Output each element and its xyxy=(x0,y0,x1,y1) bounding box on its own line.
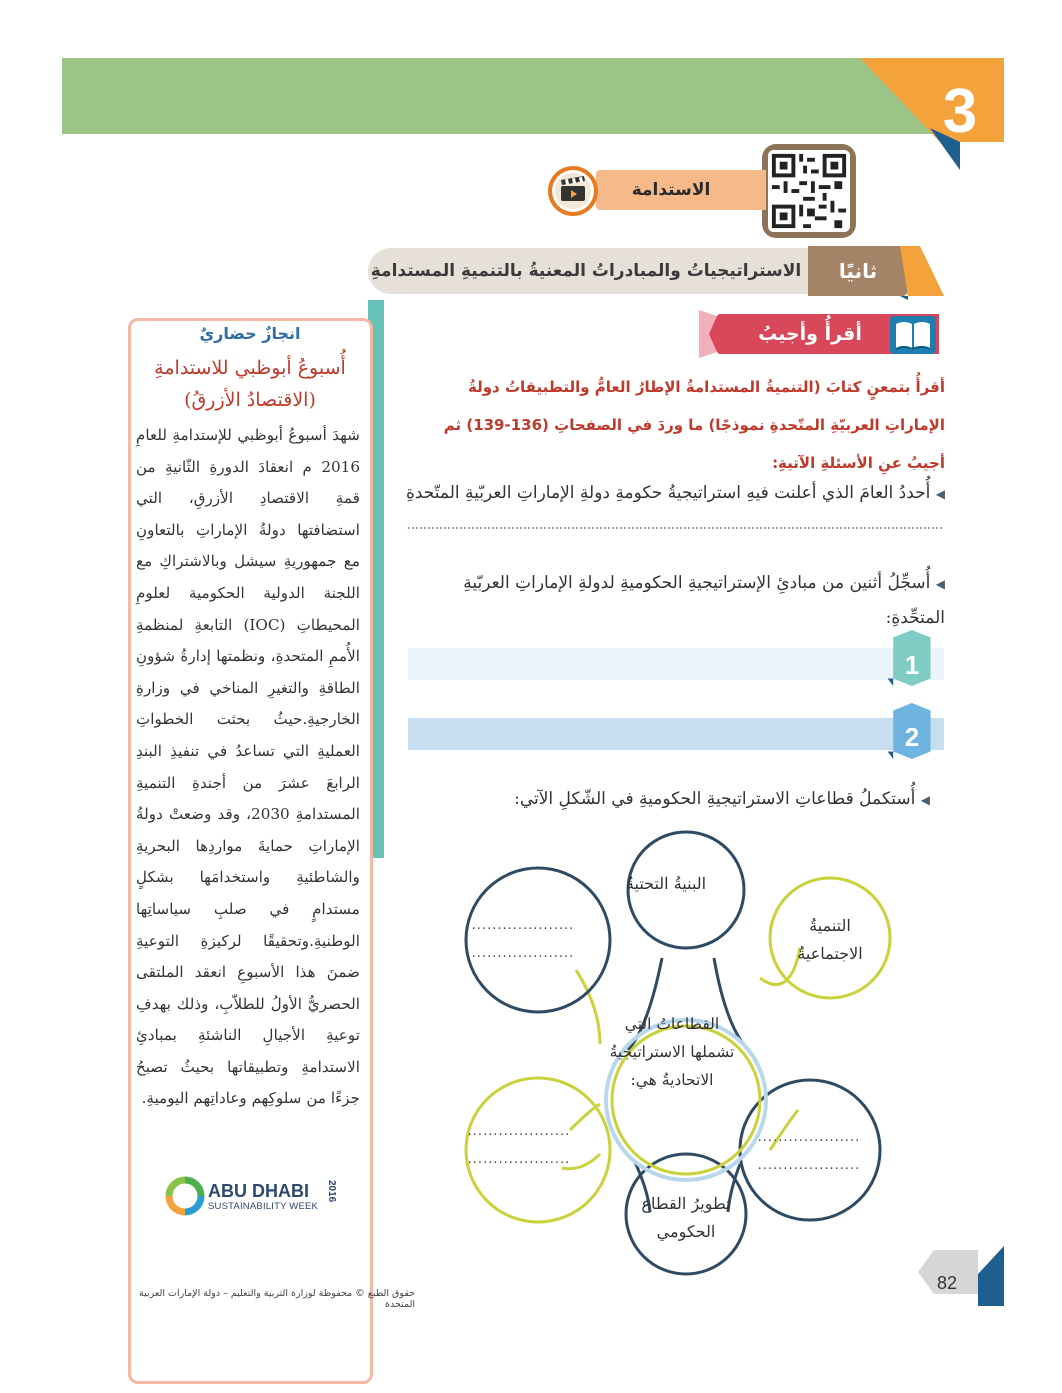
adsw-subtitle: SUSTAINABILITY WEEK xyxy=(208,1201,319,1212)
node-bottom-line-1: تطويرُ القطاع xyxy=(641,1194,731,1213)
node-center-line-1: القطاعاتُ التي xyxy=(624,1015,720,1033)
node-center-line-2: تشملها الاستراتيجيةُ xyxy=(609,1043,735,1061)
sidebar-heading-line-2: (الاقتصادُ الأزرقُ) xyxy=(184,389,316,411)
bullet-icon: ◀ xyxy=(935,487,945,501)
node-upper-right-label xyxy=(760,912,900,968)
video-icon[interactable] xyxy=(548,166,598,216)
node-upper-right-line-2: الاجتماعيةُ xyxy=(797,944,863,963)
node-top-label: البنيةُ التحتيةُ xyxy=(625,874,707,893)
node-lower-left xyxy=(466,1078,610,1222)
node-bottom-label xyxy=(616,1190,756,1246)
node-upper-right-line-1: التنميةُ xyxy=(809,916,851,935)
blank-lower-left-2[interactable]: .................... xyxy=(467,1152,571,1167)
sidebar-heading-line-1: أُسبوعُ أبوظبي للاستدامةِ xyxy=(154,357,346,379)
answer-field-1[interactable] xyxy=(408,648,944,680)
open-book-icon xyxy=(888,314,938,356)
question-2-text: أُسجِّلُ أثنين من مبادئِ الإستراتيجيةِ الحكوميةِ لدولةِ الإماراتِ العربّيةِ المتحِّدةِ: xyxy=(463,573,945,628)
sidebar-body: شهدَ أسبوعُ أبوظبي للإستدامةِ للعامِ 2016 م انعقادَ الدورةِ الثّانيةِ من قمةِ الاقتصادِ الأزرقِ، التي استضافتها دولةُ الإماراتِ بالتعاونِ مع جمهوريةِ سيشل وبالاشتراكِ مع اللجنة الدولية الحكومية لعلومِ المحيطاتِ (IOC) التابعةِ لمنظمةِ الأُممِ المتحدةِ، ونظمتها إدارةُ شؤونِ الطاقةِ والتغيرِ المناخي في وزارةِ الخارجيةِ.حيثُ بحثت الخطواتِ العمليةِ التي تساعدُ في تنفيذِ البندِ الرابعَ عشرَ من أجندةِ التنميةِ المستدامةِ 2030، وقد وضعتْ دولةُ الإماراتِ حمايةَ مواردِها البحريةِ والشاطئيةِ واستخدامَها بشكلٍ مستدامٍ في صلبِ سياساتِها الوطنيةِ.وتحقيقًا لركيزةِ التوعيةِ ضمنَ هذا الأسبوعِ انعقد الملتقى الحصريُّ الأولُ للطلاّبِ، وذلك بهدفِ توعيةِ الأجيالِ الناشئةِ بمبادئِ الاستدامةِ وتطبيقاتها بحيثُ تصبحُ جزءًا من سلوكِهم وعاداتِهم اليوميةِ. xyxy=(136,426,360,1108)
question-3 xyxy=(405,782,930,817)
sidebar-heading xyxy=(140,352,360,416)
question-1 xyxy=(405,476,945,511)
blank-lower-right-1[interactable]: .................... xyxy=(757,1130,861,1145)
read-answer-label: أقرأُ وأجيبُ xyxy=(758,323,862,345)
node-center-line-3: الاتحاديةُ هي: xyxy=(630,1071,714,1089)
blank-lower-left-1[interactable]: .................... xyxy=(467,1124,571,1139)
bullet-icon: ◀ xyxy=(920,793,930,807)
sidebar-title: انجازٌ حضاريٌ xyxy=(199,324,301,343)
answer-field-2[interactable] xyxy=(408,718,944,750)
qr-code-pattern xyxy=(768,150,850,232)
blank-lower-right-2[interactable]: .................... xyxy=(757,1158,861,1173)
section-title: الاستراتيجياتُ والمبادراتُ المعنيةُ بالتنميةِ المستدامةِ xyxy=(370,261,802,281)
section-arrow xyxy=(900,246,944,300)
topic-label: الاستدامة xyxy=(631,180,711,200)
question-3-text: أُستكملُ قطاعاتِ الاستراتيجيةِ الحكوميةِ في الشّكلِ الآتي: xyxy=(514,789,916,809)
top-banner xyxy=(62,58,962,134)
qr-code[interactable] xyxy=(762,144,856,238)
adsw-name: ABU DHABI xyxy=(208,1181,309,1201)
answer-line-1[interactable] xyxy=(408,527,942,529)
blank-upper-left-1[interactable]: .................... xyxy=(471,918,575,933)
chapter-number: 3 xyxy=(942,77,978,146)
number-badge-2-label: 2 xyxy=(904,722,920,752)
node-upper-left xyxy=(466,868,610,1012)
question-1-text: أُحددُ العامَ الذي أعلنت فيهِ استراتيجيةُ حكومةِ دولةِ الإماراتِ العربّيةِ المتّحدةِ xyxy=(405,483,931,503)
bullet-icon: ◀ xyxy=(935,577,945,591)
clapperboard-icon xyxy=(548,166,598,216)
node-center-label xyxy=(576,1010,768,1094)
number-badge-1-label: 1 xyxy=(904,650,920,680)
abu-dhabi-sustainability-week-logo xyxy=(165,1176,205,1216)
question-2 xyxy=(405,566,945,635)
copyright-notice: حقوق الطبع © محفوظة لوزارة التربية والتعليم – دولة الإمارات العربية المتحدة xyxy=(139,1288,415,1310)
node-bottom-line-2: الحكومي xyxy=(656,1222,716,1241)
page-number: 82 xyxy=(936,1273,958,1293)
blank-upper-left-2[interactable]: .................... xyxy=(471,946,575,961)
activity-instruction: أقرأُ بتمعنٍ كتابَ (التنميةُ المستدامةُ الإطارُ العامُّ والتطبيقاتُ دولةُ الإماراتِ العربيّةِ المتّحدةِ نموذجًا) ما وردَ في الصفحاتِ (136-139) ثم أجيبُ عنِ الأسئلةِ الآتيةِ: xyxy=(443,378,945,472)
section-badge-label: ثانيًا xyxy=(838,259,878,283)
adsw-year: 2016 xyxy=(326,1180,337,1203)
